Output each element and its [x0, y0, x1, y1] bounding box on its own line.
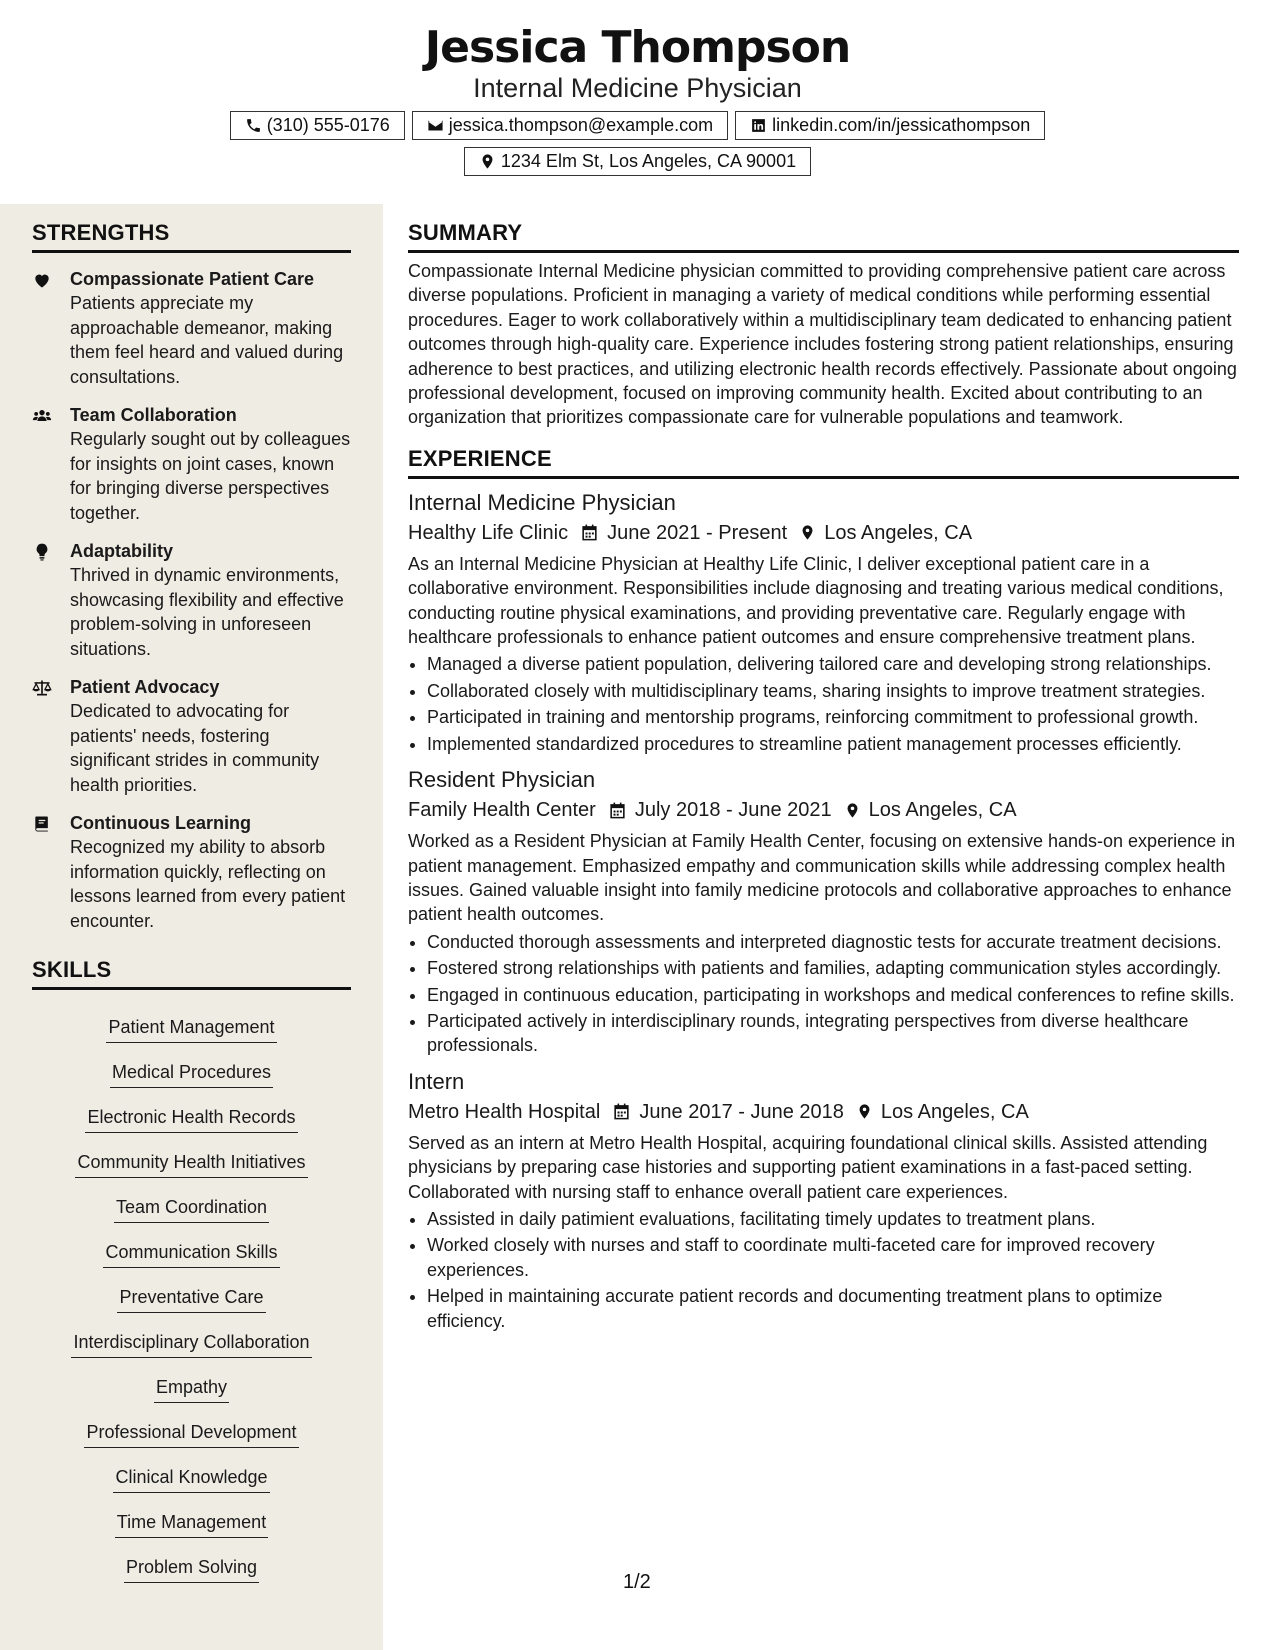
skill-tag: Professional Development	[84, 1420, 298, 1448]
skill-tag: Empathy	[154, 1375, 229, 1403]
phone-contact[interactable]	[230, 111, 405, 140]
lightbulb-icon	[32, 542, 52, 562]
skill-tag: Community Health Initiatives	[75, 1150, 307, 1178]
address-text: 1234 Elm St, Los Angeles, CA 90001	[500, 151, 797, 171]
email-text: jessica.thompson@example.com	[448, 115, 714, 135]
calendar-icon	[608, 801, 627, 820]
linkedin-contact[interactable]	[735, 111, 1045, 140]
map-pin-icon	[479, 153, 496, 170]
resume-header	[0, 0, 1275, 204]
skill-tag: Interdisciplinary Collaboration	[71, 1330, 311, 1358]
map-pin-icon	[856, 1102, 873, 1121]
heart-icon	[32, 270, 52, 290]
summary-text: Compassionate Internal Medicine physician committed to providing comprehensive patient care across diverse populations. Proficient in managing a variety of medical conditions while performing essential procedures. Eager to work collaboratively within a multidisciplinary team dedicated to enhancing patient outcomes through high-quality care. Experience includes fostering strong patient relationships, ensuring adherence to best practices, and utilizing electronic health records effectively. Passionate about ongoing professional development, focused on improving community health. Excited about contributing to an organization that prioritizes compassionate care for vulnerable populations and teamwork.	[408, 261, 1237, 428]
job-entry	[408, 1068, 1239, 1333]
job-company: Metro Health Hospital	[408, 1100, 601, 1123]
page-number: 1/2	[623, 1571, 651, 1593]
map-pin-icon	[844, 801, 861, 820]
contact-row	[0, 111, 1275, 140]
strengths-heading: STRENGTHS	[32, 220, 351, 253]
map-pin-icon	[799, 523, 816, 542]
strength-title: Patient Advocacy	[70, 677, 220, 697]
job-bullets	[408, 1207, 1239, 1333]
bullet-item: • Fostered strong relationships with patients and families, adapting communication styles accordingly.	[427, 956, 1239, 980]
job-location: Los Angeles, CA	[880, 1100, 1029, 1123]
job-meta	[408, 518, 1239, 548]
bullet-item: • Assisted in daily patimient evaluations, facilitating timely updates to treatment plans.	[427, 1207, 1239, 1231]
strength-item	[32, 811, 351, 933]
skill-tag: Preventative Care	[117, 1285, 265, 1313]
job-company: Family Health Center	[408, 799, 596, 822]
skill-tag: Patient Management	[106, 1015, 276, 1043]
strength-desc: Thrived in dynamic environments, showcasing flexibility and effective problem-solving in unforeseen situations.	[70, 565, 344, 659]
skills-list	[32, 998, 351, 1583]
job-dates: June 2021 - Present	[607, 521, 788, 544]
skill-tag: Electronic Health Records	[85, 1105, 297, 1133]
bullet-item: • Conducted thorough assessments and interpreted diagnostic tests for accurate treatment decisions.	[427, 930, 1239, 954]
phone-text: (310) 555-0176	[266, 115, 390, 135]
skill-tag: Time Management	[115, 1510, 268, 1538]
sidebar	[0, 204, 383, 1650]
strength-item	[32, 267, 351, 389]
job-description: Worked as a Resident Physician at Family Health Center, focusing on extensive hands-on experience in patient management. Emphasized empathy and communication skills while addressing complex health issues. Gained valuable insight into family medicine protocols and collaborative approaches to enhance patient health outcomes.	[408, 831, 1236, 925]
users-icon	[32, 406, 52, 426]
job-entry	[408, 489, 1239, 756]
bullet-item: • Implemented standardized procedures to streamline patient management processes efficiently.	[427, 732, 1239, 756]
strength-desc: Regularly sought out by colleagues for insights on joint cases, known for bringing diverse perspectives together.	[70, 429, 351, 523]
strength-desc: Dedicated to advocating for patients' needs, fostering significant strides in community health priorities.	[70, 701, 320, 795]
skill-tag: Problem Solving	[124, 1555, 259, 1583]
job-location: Los Angeles, CA	[824, 521, 973, 544]
strength-item	[32, 403, 351, 525]
job-description: Served as an intern at Metro Health Hospital, acquiring foundational clinical skills. Assisted attending physicians by preparing case histories and supporting patient examinations in a fast-paced setting. Collaborated with nursing staff to enhance overall patient care experiences.	[408, 1132, 1208, 1202]
book-icon	[32, 814, 52, 834]
experience-heading: EXPERIENCE	[408, 446, 1239, 479]
strength-title: Team Collaboration	[70, 405, 237, 425]
email-contact[interactable]	[412, 111, 728, 140]
bullet-item: • Managed a diverse patient population, delivering tailored care and developing strong relationships.	[427, 652, 1239, 676]
bullet-item: • Engaged in continuous education, participating in workshops and medical conferences to refine skills.	[427, 983, 1239, 1007]
job-meta	[408, 1097, 1239, 1127]
phone-icon	[245, 117, 262, 134]
job-dates: June 2017 - June 2018	[639, 1100, 844, 1123]
calendar-icon	[580, 523, 599, 542]
job-entry	[408, 766, 1239, 1058]
strength-item	[32, 539, 351, 661]
skills-heading: SKILLS	[32, 957, 351, 990]
job-company: Healthy Life Clinic	[408, 521, 569, 544]
job-bullets	[408, 930, 1239, 1058]
linkedin-text: linkedin.com/in/jessicathompson	[772, 115, 1031, 135]
candidate-name: Jessica Thompson	[424, 22, 851, 73]
strength-desc: Patients appreciate my approachable demeanor, making them feel heard and valued during consultations.	[70, 293, 344, 387]
strength-item	[32, 675, 351, 797]
calendar-icon	[612, 1102, 631, 1121]
bullet-item: • Helped in maintaining accurate patient records and documenting treatment plans to optimize efficiency.	[427, 1284, 1239, 1333]
bullet-item: • Participated in training and mentorship programs, reinforcing commitment to professional growth.	[427, 705, 1239, 729]
scale-icon	[32, 678, 52, 698]
job-title: Intern	[408, 1068, 465, 1094]
bullet-item: • Collaborated closely with multidisciplinary teams, sharing insights to improve treatment strategies.	[427, 679, 1239, 703]
strength-title: Adaptability	[70, 541, 174, 561]
job-meta	[408, 795, 1239, 825]
candidate-role: Internal Medicine Physician	[473, 73, 802, 103]
address-row	[0, 147, 1275, 176]
envelope-icon	[427, 117, 444, 134]
strength-title: Continuous Learning	[70, 813, 251, 833]
skill-tag: Medical Procedures	[110, 1060, 273, 1088]
bullet-item: • Participated actively in interdisciplinary rounds, integrating perspectives from diverse healthcare professionals.	[427, 1009, 1239, 1058]
linkedin-icon	[750, 117, 767, 134]
skill-tag: Team Coordination	[114, 1195, 269, 1223]
job-description: As an Internal Medicine Physician at Healthy Life Clinic, I deliver exceptional patient care in a collaborative environment. Responsibilities include diagnosing and treating various medical conditions, conducting routine physical examinations, and providing preventative care. Regularly engage with healthcare professionals to enhance patient outcomes and ensure comprehensive treatment plans.	[408, 553, 1224, 648]
job-location: Los Angeles, CA	[868, 799, 1017, 822]
job-bullets	[408, 652, 1239, 756]
summary-heading: SUMMARY	[408, 220, 1239, 253]
job-title: Internal Medicine Physician	[408, 489, 676, 515]
job-dates: July 2018 - June 2021	[634, 799, 832, 822]
skill-tag: Clinical Knowledge	[113, 1465, 269, 1493]
job-title: Resident Physician	[408, 767, 596, 793]
strength-desc: Recognized my ability to absorb information quickly, reflecting on lessons learned from every patient encounter.	[70, 837, 346, 931]
skill-tag: Communication Skills	[103, 1240, 279, 1268]
main-content	[408, 204, 1239, 1335]
address-contact[interactable]	[464, 147, 811, 176]
strength-title: Compassionate Patient Care	[70, 269, 315, 289]
bullet-item: • Worked closely with nurses and staff to coordinate multi-faceted care for improved recovery experiences.	[427, 1233, 1239, 1282]
